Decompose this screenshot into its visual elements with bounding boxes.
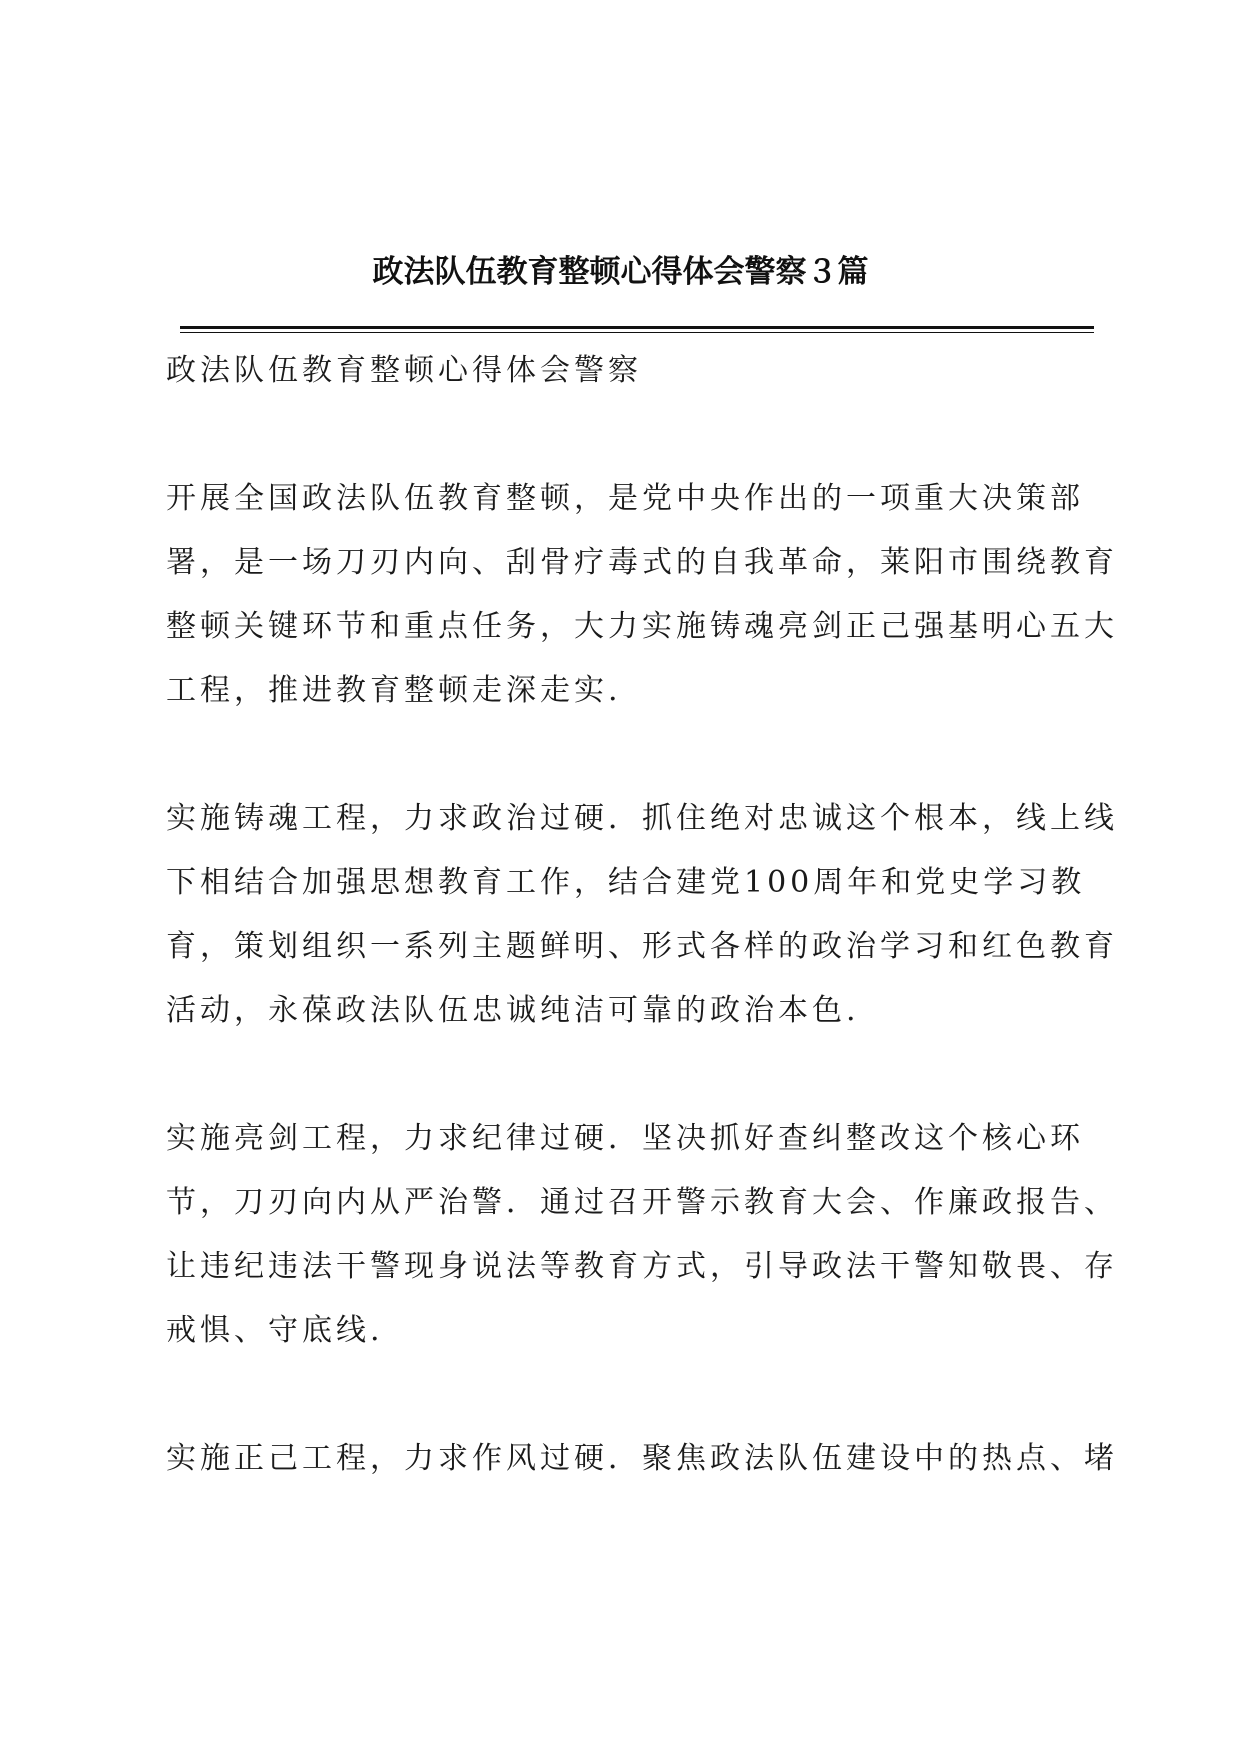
subtitle-line: 政法队伍教育整顿心得体会警察 [166, 353, 642, 388]
paragraph-line: 工程，推进教育整顿走深走实. [166, 673, 622, 708]
paragraph-line: 育，策划组织一系列主题鲜明、形式各样的政治学习和红色教育 [166, 929, 1118, 964]
paragraph-line: 实施铸魂工程，力求政治过硬．抓住绝对忠诚这个根本，线上线 [166, 801, 1118, 836]
paragraph-line: 让违纪违法干警现身说法等教育方式，引导政法干警知敬畏、存 [166, 1249, 1118, 1284]
paragraph-line: 实施正己工程，力求作风过硬．聚焦政法队伍建设中的热点、堵 [166, 1441, 1118, 1476]
document-subtitle [166, 339, 1096, 403]
paragraph-line: 下相结合加强思想教育工作，结合建党100周年和党史学习教 [166, 865, 1086, 900]
paragraph-4 [166, 1427, 1118, 1491]
paragraph-2 [166, 787, 1118, 1043]
paragraph-line: 节，刀刃向内从严治警．通过召开警示教育大会、作廉政报告、 [166, 1185, 1118, 1220]
paragraph-3 [166, 1107, 1118, 1363]
title-rule-thin [180, 332, 1094, 333]
paragraph-1 [166, 467, 1118, 723]
document-title: 政法队伍教育整顿心得体会警察３篇 [372, 254, 869, 290]
paragraph-line: 活动，永葆政法队伍忠诚纯洁可靠的政治本色. [166, 993, 860, 1028]
paragraph-line: 实施亮剑工程，力求纪律过硬．坚决抓好查纠整改这个核心环 [166, 1121, 1084, 1156]
title-rule-thick [180, 326, 1094, 329]
paragraph-line: 整顿关键环节和重点任务，大力实施铸魂亮剑正己强基明心五大 [166, 609, 1118, 644]
paragraph-line: 戒惧、守底线. [166, 1313, 384, 1348]
paragraph-line: 开展全国政法队伍教育整顿，是党中央作出的一项重大决策部 [166, 481, 1084, 516]
paragraph-line: 署，是一场刀刃内向、刮骨疗毒式的自我革命，莱阳市围绕教育 [166, 545, 1118, 580]
